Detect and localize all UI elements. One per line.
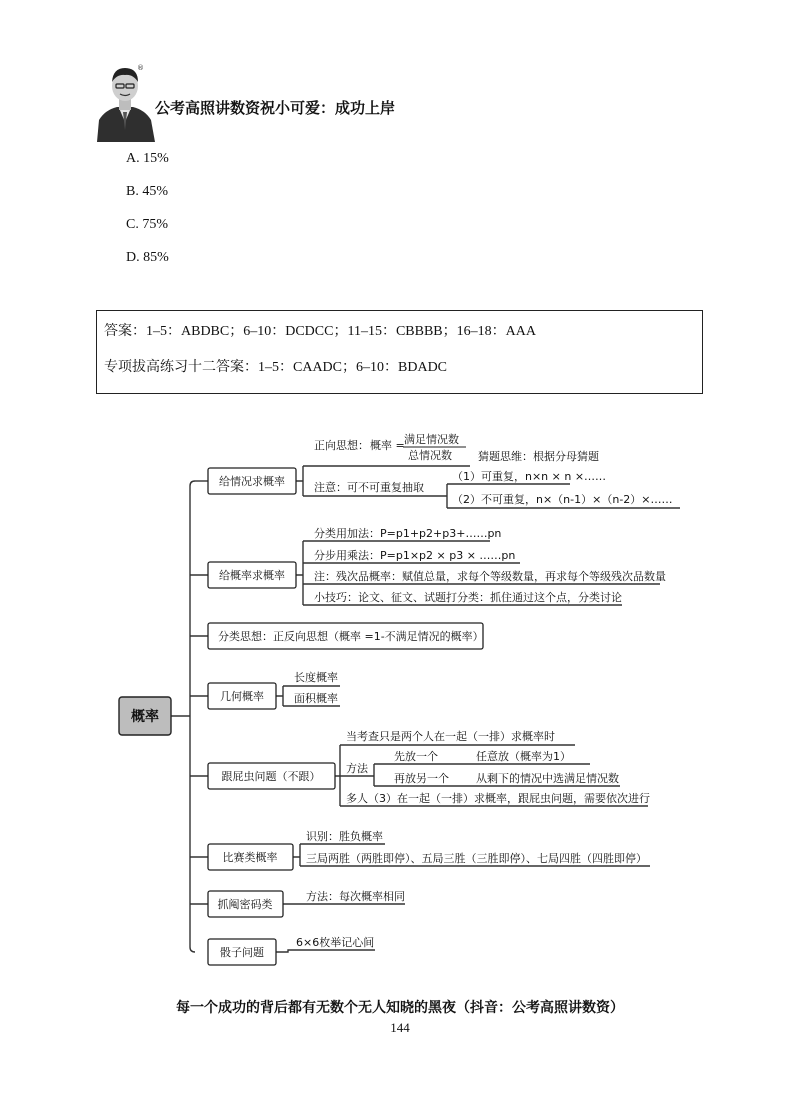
root-label: 概率: [131, 709, 159, 725]
repeat-note: 注意：可不可重复抽取: [314, 481, 424, 494]
branch-label-4: 几何概率: [220, 690, 264, 703]
page-number: 144: [390, 1020, 410, 1035]
branch-label-5: 跟屁虫问题（不跟）: [221, 770, 321, 783]
dice-detail: 6×6枚举记心间: [296, 936, 375, 949]
place-first-detail: 任意放（概率为1）: [476, 750, 571, 763]
place-first: 先放一个: [394, 750, 438, 763]
branch-label-3: 分类思想：正反向思想（概率 =1-不满足情况的概率）: [218, 630, 484, 643]
probability-equals: 概率 =: [370, 439, 405, 452]
branch-label-2: 给概率求概率: [219, 569, 285, 582]
option-b: B. 45%: [126, 184, 168, 199]
avatar: [93, 60, 157, 142]
answer-line-1: 答案：1–5：ABDBC；6–10：DCDCC；11–15：CBBBB；16–18：AAA: [104, 324, 536, 339]
branch-label-7: 抓阄密码类: [217, 898, 273, 911]
option-c: C. 75%: [126, 217, 168, 232]
multi-person-note: 多人（3）在一起（一排）求概率，跟屁虫问题，需要依次进行: [346, 792, 650, 805]
guess-thinking: 猜题思维：根据分母猜题: [478, 450, 599, 463]
registered-mark: ®: [137, 64, 144, 72]
without-replacement: （2）不可重复，n×（n-1）×（n-2）×……: [452, 493, 673, 506]
lottery-method: 方法：每次概率相同: [306, 890, 405, 903]
fraction-numerator: 满足情况数: [404, 433, 459, 446]
branch-label-8: 骰子问题: [220, 946, 264, 959]
probability-mind-map: [0, 420, 800, 980]
branch-label-6: 比赛类概率: [222, 851, 278, 864]
option-a: A. 15%: [126, 151, 169, 166]
footer-quote: 每一个成功的背后都有无数个无人知晓的黑夜（抖音：公考高照讲数资）: [176, 1000, 624, 1016]
multiplication-rule: 分步用乘法：P=p1×p2 × p3 × ……pn: [314, 549, 516, 562]
method-label: 方法: [346, 762, 368, 775]
follower-condition: 当考查只是两个人在一起（一排）求概率时: [346, 730, 555, 743]
scoring-tip: 小技巧：论文、征文、试题打分类：抓住通过这个点，分类讨论: [314, 591, 622, 604]
option-d: D. 85%: [126, 250, 169, 265]
branch-label-1: 给情况求概率: [219, 475, 285, 488]
addition-rule: 分类用加法：P=p1+p2+p3+……pn: [314, 527, 502, 540]
defective-note: 注：残次品概率：赋值总量，求每个等级数量，再求每个等级残次品数量: [314, 570, 666, 583]
place-second: 再放另一个: [394, 772, 449, 785]
forward-thinking-label: 正向思想：: [314, 439, 369, 452]
match-identify: 识别：胜负概率: [306, 830, 383, 843]
place-second-detail: 从剩下的情况中选满足情况数: [476, 772, 619, 785]
fraction-denominator: 总情况数: [408, 449, 452, 462]
with-replacement: （1）可重复，n×n × n ×……: [452, 470, 607, 483]
length-probability: 长度概率: [294, 671, 338, 684]
root-node: [119, 697, 171, 735]
answer-line-2: 专项拔高练习十二答案：1–5：CAADC；6–10：BDADC: [104, 360, 448, 375]
area-probability: 面积概率: [294, 692, 338, 705]
page-header-title: 公考高照讲数资祝小可爱：成功上岸: [155, 99, 396, 117]
match-rounds: 三局两胜（两胜即停）、五局三胜（三胜即停）、七局四胜（四胜即停）: [306, 852, 647, 865]
